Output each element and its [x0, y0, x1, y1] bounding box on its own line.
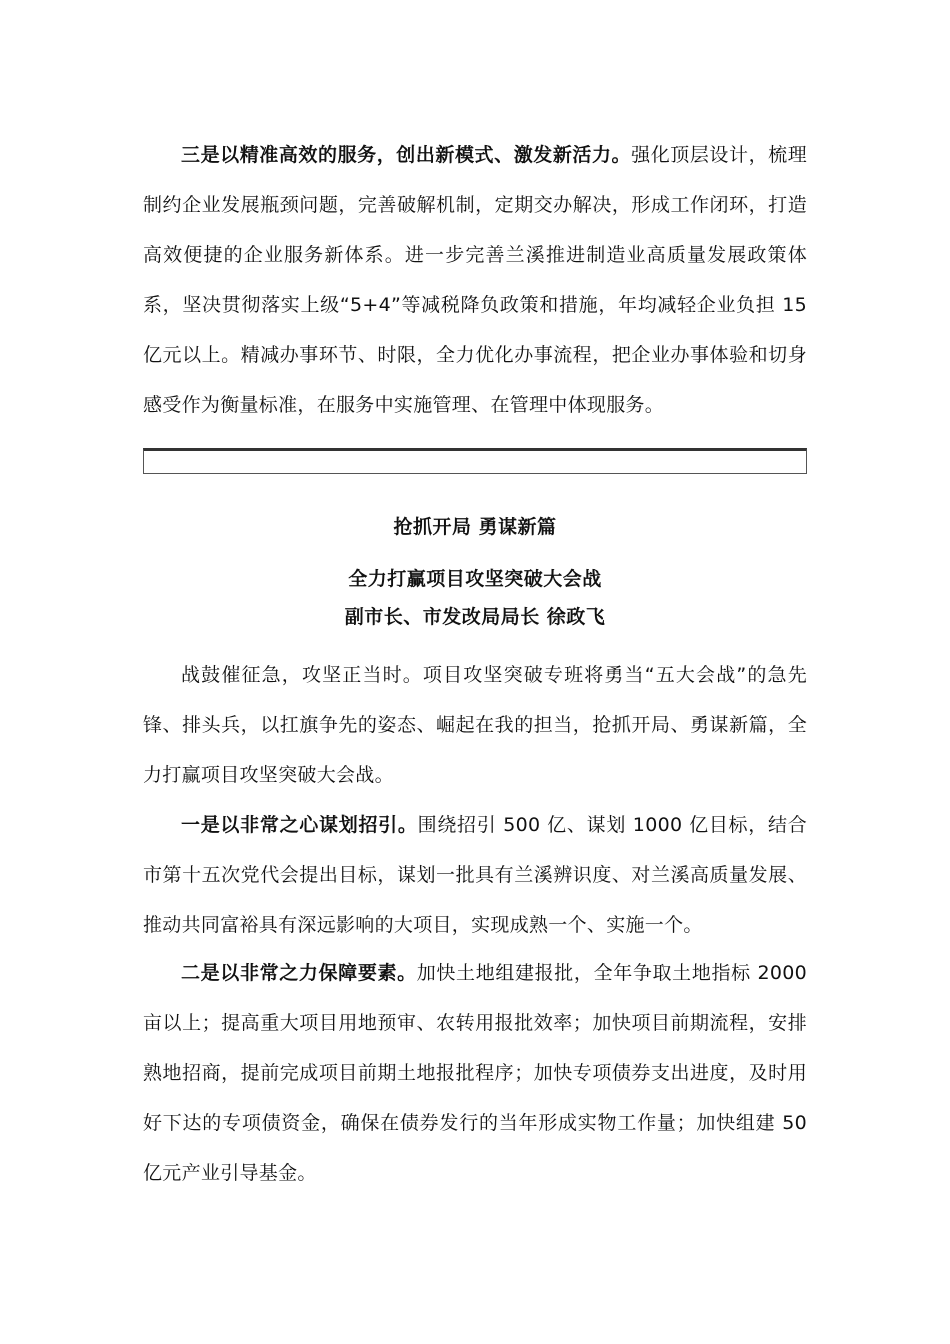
- paragraph-intro: 战鼓催征急，攻坚正当时。项目攻坚突破专班将勇当“五大会战”的急先锋、排头兵，以扛旗争先的姿态、崛起在我的担当，抢抓开局、勇谋新篇，全力打赢项目攻坚突破大会战。: [143, 664, 807, 786]
- article-title-line1: 抢抓开局 勇谋新篇: [393, 516, 557, 538]
- paragraph-point2: [143, 948, 807, 1198]
- paragraph-service: [143, 130, 807, 430]
- paragraph-body: 加快土地组建报批，全年争取土地指标 2000 亩以上；提高重大项目用地预审、农转用报批效率；加快项目前期流程，安排熟地招商，提前完成项目前期土地报批程序；加快专项债券支出进度，及时用好下达的专项债资金，确保在债券发行的当年形成实物工作量；加快组建 50 亿元产业引导基金。: [143, 962, 807, 1184]
- article-title-line2: 全力打赢项目攻坚突破大会战: [348, 568, 602, 590]
- paragraph-lead: 三是以精准高效的服务，创出新模式、激发新活力。: [181, 144, 632, 166]
- paragraph-lead: 二是以非常之力保障要素。: [181, 962, 417, 984]
- paragraph-body: 围绕招引 500 亿、谋划 1000 亿目标，结合市第十五次党代会提出目标，谋划一批具有兰溪辨识度、对兰溪高质量发展、推动共同富裕具有深远影响的大项目，实现成熟一个、实施一个。: [143, 814, 808, 936]
- paragraph-lead: 一是以非常之心谋划招引。: [181, 814, 418, 836]
- article-byline: 副市长、市发改局局长 徐政飞: [344, 606, 606, 628]
- section-divider: [143, 448, 807, 474]
- paragraph-body: 强化顶层设计，梳理制约企业发展瓶颈问题，完善破解机制，定期交办解决，形成工作闭环，打造高效便捷的企业服务新体系。进一步完善兰溪推进制造业高质量发展政策体系，坚决贯彻落实上级“5+4”等减税降负政策和措施，年均减轻企业负担 15 亿元以上。精减办事环节、时限，全力优化办事流程，把企业办事体验和切身感受作为衡量标准，在服务中实施管理、在管理中体现服务。: [143, 144, 808, 416]
- paragraph-point1: [143, 800, 807, 950]
